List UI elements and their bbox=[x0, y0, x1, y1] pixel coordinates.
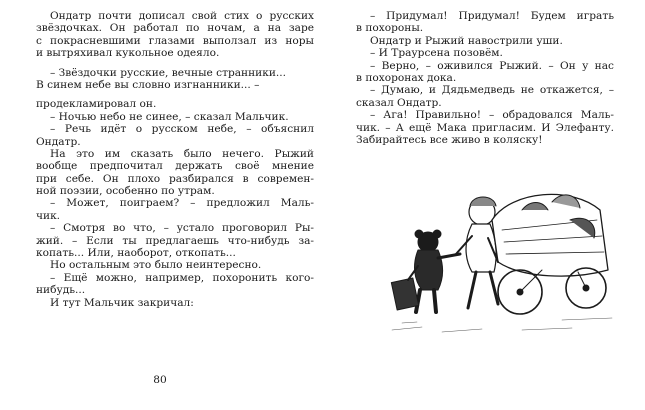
ground-shading bbox=[392, 318, 612, 332]
poem-line: В синем небе вы словно изгнанники... – bbox=[36, 78, 260, 91]
text-line: Ондатр. bbox=[36, 135, 81, 148]
text-line: жий. – Если ты предлагаешь что-нибудь за- bbox=[36, 234, 314, 247]
text-line: в похоронах дока. bbox=[356, 71, 457, 84]
left-page-text bbox=[36, 10, 314, 309]
text-line: при себе. Он плохо разбирался в современ- bbox=[36, 172, 314, 185]
text-line: – Смотря во что, – устало проговорил Ры- bbox=[50, 222, 314, 235]
text-line: – И Траурсена позовём. bbox=[370, 47, 503, 60]
text-line: – Ночью небо не синее, – сказал Мальчик. bbox=[50, 110, 289, 123]
text-line: – Речь идёт о русском небе, – объяснил bbox=[50, 123, 314, 136]
text-line: звёздочках. Он работал по ночам, а на заре bbox=[36, 22, 314, 35]
text-line: – Придумал! Придумал! Будем играть bbox=[370, 10, 614, 22]
pram-illustration bbox=[372, 180, 622, 340]
boy-figure bbox=[456, 197, 498, 308]
text-line: – Ага! Правильно! – обрадовался Маль- bbox=[370, 109, 614, 122]
text-line: Ондатр и Рыжий навострили уши. bbox=[370, 34, 563, 47]
text-line: – Может, поиграем? – предложил Маль- bbox=[50, 197, 314, 210]
text-line: И тут Мальчик закричал: bbox=[50, 296, 194, 309]
text-line: копать... Или, наоборот, откопать... bbox=[36, 247, 236, 260]
page-number: 80 bbox=[153, 374, 167, 386]
pram bbox=[488, 194, 608, 314]
poem-line: – Звёздочки русские, вечные странники... bbox=[50, 66, 287, 79]
right-page-text bbox=[356, 10, 614, 146]
text-line: Забирайтесь все живо в коляску! bbox=[356, 133, 543, 146]
text-line: чик. bbox=[36, 209, 61, 222]
text-line: нибудь... bbox=[36, 284, 86, 297]
text-line: – Ещё можно, например, похоронить кого- bbox=[50, 271, 314, 284]
bear-figure bbox=[391, 230, 460, 312]
text-line: вообще предпочитал держать своё мнение bbox=[36, 160, 314, 173]
text-line: На это им сказать было нечего. Рыжий bbox=[50, 147, 314, 160]
text-line: ной поэзии, особенно по утрам. bbox=[36, 185, 215, 198]
text-line: с покрасневшими глазами выползал из норы bbox=[36, 34, 314, 47]
text-line: Ондатр почти дописал свой стих о русских bbox=[50, 10, 314, 22]
text-line: и вытряхивал кукольное одеяло. bbox=[36, 47, 220, 60]
text-line: Но остальным это было неинтересно. bbox=[50, 259, 262, 272]
text-line: продекламировал он. bbox=[36, 98, 157, 111]
text-line: чик. – А ещё Мака пригласим. И Элефанту. bbox=[356, 121, 614, 134]
text-line: – Верно, – оживился Рыжий. – Он у нас bbox=[370, 59, 614, 72]
text-line: – Думаю, и Дядьмедведь не откажется, – bbox=[370, 84, 614, 97]
text-line: в похороны. bbox=[356, 22, 424, 35]
text-line: сказал Ондатр. bbox=[356, 96, 442, 109]
